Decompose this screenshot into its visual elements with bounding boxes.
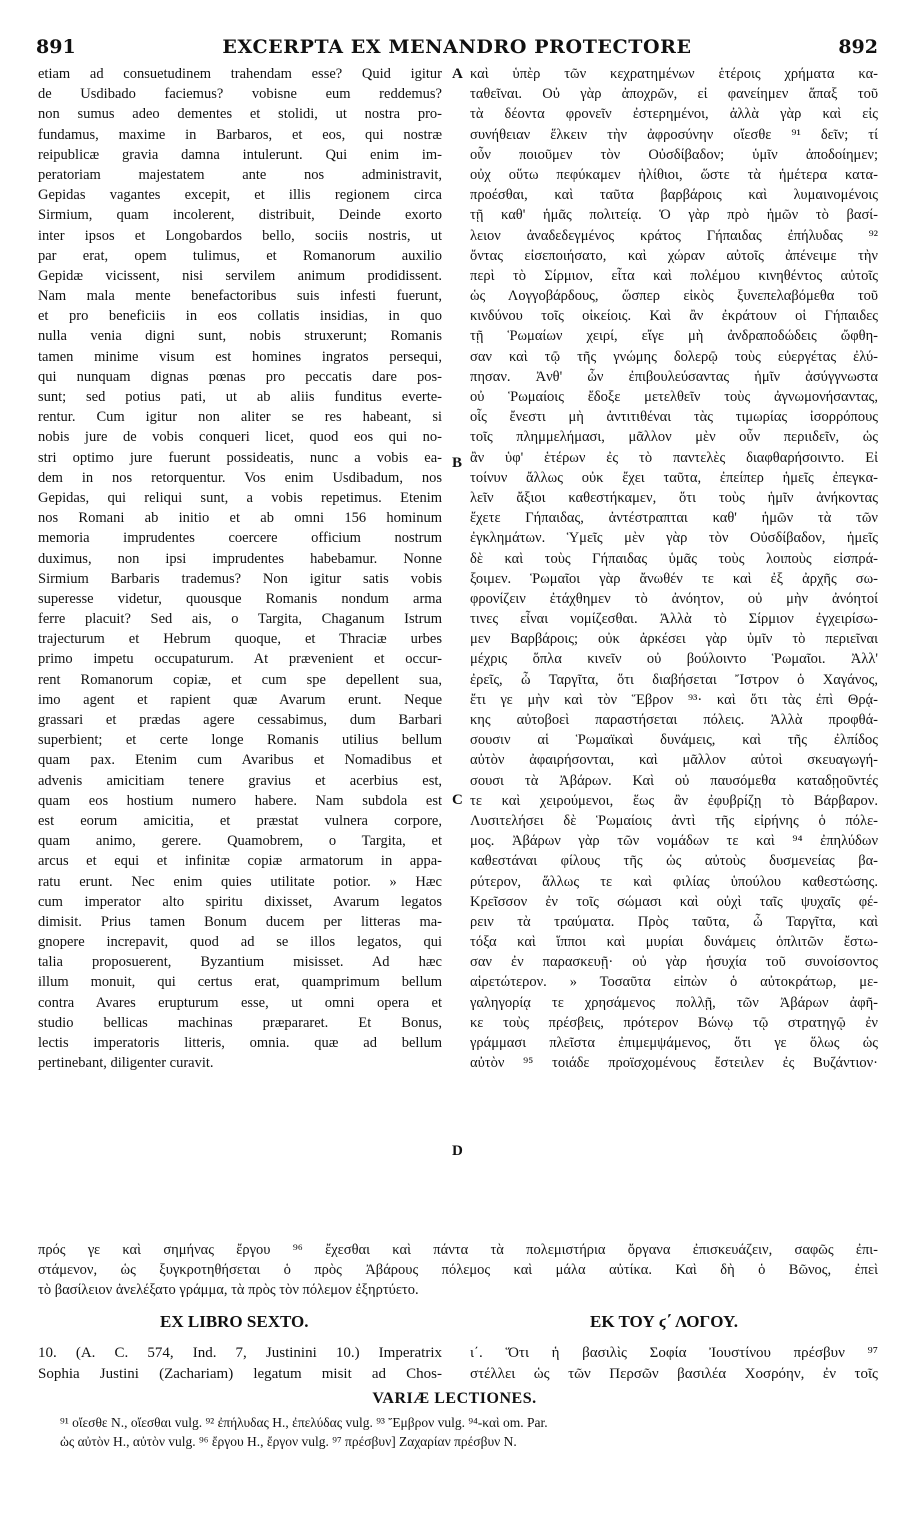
text-line: σαν καὶ τῷ τῆς γνώμης δολερῷ τοὺς εὐεργέτας ἐλύ- — [470, 348, 878, 365]
text-line: peratoriam majestatem ante nos administravit, — [38, 166, 442, 183]
text-line: τοίνυν ἄλλως οὐκ ἔχει ταῦτα, ἐπείπερ ἡμεῖς ἐπεγκα- — [470, 469, 878, 486]
text-line: non sumus adeo dementes et stolidi, ut nostra pro- — [38, 106, 442, 123]
text-line: λειον ἀναδεδεγμένος κράτος Γήπαιδας ἐπήλυδας ⁹² — [470, 227, 878, 244]
greek-column — [470, 64, 878, 1073]
text-line: σουσιν αἱ Ῥωμαϊκαὶ δυνάμεις, καὶ τῆς ἐλπίδος — [470, 732, 878, 749]
text-line: ὄντας εἰσεποιήσατο, καὶ χώραν αὐτοῖς ἀπένειμε τὴν — [470, 247, 878, 264]
variae-lectiones-heading: VARIÆ LECTIONES. — [372, 1390, 537, 1407]
text-line: τὰ δέοντα φρονεῖν ἐστερημένοι, ἀλλὰ γὰρ καὶ εἰς — [470, 106, 878, 123]
text-line: πρός γε καὶ σημήνας ἔργου ⁹⁶ ἔχεσθαι καὶ πάντα τὰ πολεμιστήρια ὄργανα ἐπισκευάζειν, σαφῶς ἐπι- — [38, 1242, 878, 1258]
text-line: οἷς ἔνεστι μὴ ἀντιτιθέναι τὰς τιμωρίας ἰσορρόπους — [470, 409, 878, 426]
text-line: tamen minime visum est homines ingratos persequi, — [38, 348, 442, 365]
text-line: superbient; et certe longe Romanis utilius bellum — [38, 732, 442, 749]
text-line: et pro beneficiis in eos collatis insidias, in quo — [38, 308, 442, 325]
text-line: σαν ἐν παρασκευῇ· οὐ γὰρ ἡσυχία τοῦ συνοίσοντος — [470, 954, 878, 971]
latin-column — [38, 64, 442, 1073]
text-line: nobis jure de vobis conqueri licet, quod eos qui no- — [38, 429, 442, 446]
text-line: Gepidas, qui reliqui sunt, a vobis repetimus. Etenim — [38, 489, 442, 506]
section-latin-text — [38, 1343, 442, 1385]
text-line: ξοιμεν. Ῥωμαῖοι γὰρ ἄνωθέν τε καὶ ἐξ ἀρχῆς σω- — [470, 570, 878, 587]
text-line: memoria imprudentes coercere officium nostrum — [38, 530, 442, 547]
text-line: λεῖν ἄξιοι καθεστήκαμεν, ὅτι τοὺς ἡμῖν ἀνήκοντας — [470, 489, 878, 506]
text-line: grassari et prædas agere cessabimus, dum Barbari — [38, 712, 442, 728]
text-line: Κρεῖσσον ἐν τοῖς σώμασι καὶ οὐχὶ ταῖς ψυχαῖς φέ- — [470, 893, 878, 910]
text-line: ἐρεῖς, ὦ Ταργῖτα, ὅτι διαβήσεται Ἴστρον ὁ Χαγάνος, — [470, 671, 878, 688]
text-line: cum imperator alto spiritu dixisset, Avarum legatos — [38, 893, 442, 910]
text-line: Sirmium, quam incolerent, distribuit, Deinde exorto — [38, 207, 442, 224]
section-marker-a: A — [452, 66, 463, 82]
text-line: lectis imperatoris litteris, omnia. quæ ad bellum — [38, 1035, 442, 1051]
text-line: αἱρετώτερον. » Τοσαῦτα εἰπὼν ὁ αὐτοκράτωρ, με- — [470, 974, 878, 991]
text-line: primo impetu occupaturum. At prævenient et occur- — [38, 651, 442, 668]
text-line: sunt; sed potius pati, ut ab aliis funditus everte- — [38, 389, 442, 405]
text-line: μεν Βαρβάροις; οὐκ ἀρκέσει γὰρ ὑμῖν τὸ περιεῖναι — [470, 631, 878, 648]
variae-lectiones-notes — [60, 1413, 880, 1451]
text-line: τε καὶ χειρούμενοι, ἕως ἂν ἐφυβρίζῃ τὸ Βάρβαρον. — [470, 792, 878, 809]
text-line: φρονίζειν ἐτάχθημεν τὸ ἀνόητον, οὐ μὴν ἀνόητοί — [470, 590, 878, 607]
text-line: Sirmium Barbaris trademus? Non igitur satis vobis — [38, 570, 442, 587]
running-header — [36, 36, 878, 62]
text-line: τῇ Ῥωμαίων χειρί, εἴγε μὴ ἀνδραποδώδεις ὤφθη- — [470, 328, 878, 345]
text-line: ratu erunt. Nec enim quies utilitate potior. » Hæc — [38, 873, 442, 890]
text-line: Λυσιτελήσει δὲ Ῥωμαίοις ἀντὶ τῆς εἰρήνης ὁ πόλε- — [470, 812, 878, 829]
section-heading-greek: ΕΚ ΤΟΥ ϛ΄ ΛΟΓΟΥ. — [590, 1312, 738, 1331]
text-line: ὡς αὐτὸν H., αὐτὸν vulg. ⁹⁶ ἔργου H., ἔργον vulg. ⁹⁷ πρέσβυν] Ζαχαρίαν πρέσβυν N. — [60, 1434, 517, 1449]
text-line: arcus et equi et infinitæ copiæ armatorum in appa- — [38, 853, 442, 870]
text-line: rentur. Cum igitur non aliter se res habeant, si — [38, 409, 442, 426]
text-line: γράμμασι πλεῖστα ἐπιμεμψάμενος, ὅτι γε ὅλως ὡς — [470, 1035, 878, 1051]
text-line: nos Romani ab initio et ab omni 156 hominum — [38, 510, 442, 527]
text-line: dimisit. Prius tamen Bonum ducem per litteras ma- — [38, 913, 442, 930]
text-line: οὖν ποιοῦμεν τὸν Οὐσδίβαδον; ὑμῖν ἀποδοίημεν; — [470, 146, 878, 163]
text-line: Nam mala mente benefactoribus suis infesti fuerunt, — [38, 288, 442, 305]
text-line: quam eos hostium numero habere. Nam subdola est — [38, 792, 442, 809]
text-line: περὶ τὸ Σίρμιον, εἶτα καὶ πολέμου κινηθέντος αὐτοῖς — [470, 267, 878, 284]
text-line: τῇ καθ' ἡμᾶς πολιτείᾳ. Ὁ γὰρ πρὸ ἡμῶν τὸ βασί- — [470, 207, 878, 224]
section-marker-b: B — [452, 455, 463, 471]
text-line: Gepidas vagantes excepit, et illis regionem circa — [38, 187, 442, 204]
page-number-right: 892 — [838, 36, 878, 58]
text-line: δὲ καὶ τοὺς Γήπαιδας ὑμᾶς τοὺς λοιποὺς εἰσπρά- — [470, 550, 878, 567]
text-line: superesse videtur, quousque Romanis nondum arma — [38, 590, 442, 607]
text-line: trajecturum et Hebrum quoque, et Thraciæ urbes — [38, 631, 442, 648]
section-marker-d: D — [452, 1143, 463, 1159]
text-line: duximus, non ipsi imprudentes habebamur. Nonne — [38, 550, 442, 567]
text-line: rent Romanorum copiæ, et cum spe depellent sua, — [38, 671, 442, 688]
text-line: γαληγορίᾳ τε χρησάμενος πολλῇ, τῶν Ἀβάρων ἀφῆ- — [470, 994, 878, 1011]
text-line: ἐγκλημάτων. Ὑμεῖς μὲν γὰρ τὸν Οὐσδίβαδον, ἡμεῖς — [470, 530, 878, 547]
text-line: quam animo, gerere. Quamobrem, o Targita, et — [38, 833, 442, 850]
text-line: μέχρις ὅπλα κινεῖν οὐ βούλοιντο Ῥωμαῖοι. Ἀλλ' — [470, 651, 878, 668]
text-line: καὶ ὑπὲρ τῶν κεχρατημένων ἑτέροις χρήματα κα- — [470, 66, 878, 82]
text-line: talia proposuerent, Byzantium misisset. Ad hæc — [38, 954, 442, 971]
text-line: οὐ Ῥωμαίοις ἔδοξε μετελθεῖν τοὺς ἀγνωμονήσαντας, — [470, 389, 878, 405]
text-line: κινδύνου τοῖς οἰκείοις. Καὶ ἂν ἐκράτουν οἱ Γήπαιδες — [470, 308, 878, 325]
text-line: ι΄. Ὅτι ἡ βασιλὶς Σοφία Ἰουστίνου πρέσβυν ⁹⁷ — [470, 1345, 878, 1361]
text-line: inter ipsos et Longobardos bello, sociis nostris, ut — [38, 227, 442, 244]
text-line: κε τοὺς πρέσβεις, πρότερον Βώνῳ τῷ στρατηγῷ ἐν — [470, 1014, 878, 1031]
section-greek-text — [470, 1343, 878, 1385]
text-line: est eorum amicitia, et præstat vulnera corpore, — [38, 812, 442, 829]
text-line: reipublicæ gravia damna intulerunt. Qui enim im- — [38, 146, 442, 163]
text-line: σουσι τὰ Ἀβάρων. Καὶ οὐ παυσόμεθα καταδῃοῦντές — [470, 772, 878, 789]
text-line: ἂν ὑφ' ἑτέρων ἐς τὸ παντελὲς διαφθαρήσοιντο. Εἰ — [470, 449, 878, 466]
text-line: αὐτὸν ⁹⁵ τοιάδε προϊσχομένους ἔστειλεν ἐς Βυζάντιον· — [470, 1055, 878, 1072]
text-line: imo agent et rapient quæ Avarum erunt. Neque — [38, 691, 442, 708]
text-line: studio bellicas machinas præpararet. Et Bonus, — [38, 1014, 442, 1031]
text-line: ρειν τὰ τραύματα. Πρὸς ταῦτα, ὦ Ταργῖτα, καὶ — [470, 913, 878, 930]
text-line: κης αὐτοβοεὶ παραστήσεται πόλεις. Ἀλλὰ προφθά- — [470, 712, 878, 728]
text-line: ὡς Λογγοβάρδους, ὥσπερ εἰκὸς ξυνεπελαβόμεθα τοῦ — [470, 288, 878, 305]
text-line: συνήθειαν ἕλκειν τὴν ἀφροσύνην οἴεσθε ⁹¹ δεῖν; τί — [470, 126, 878, 143]
text-line: pertinebant, diligenter curavit. — [38, 1055, 214, 1072]
text-line: ρύτερον, ἅλλως τε καὶ φιλίας ὑπούλου καθεστώσης. — [470, 873, 878, 890]
text-line: contra Avares erupturum esse, ut omni opera et — [38, 994, 442, 1011]
text-line: quam pax. Etenim cum Avaribus et Nomadibus et — [38, 752, 442, 769]
section-heading-latin: EX LIBRO SEXTO. — [160, 1312, 309, 1331]
text-line: Sophia Justini (Zachariam) legatum misit ad Chos- — [38, 1366, 442, 1382]
text-line: οὐχ οὕτω πεφύκαμεν ἠλίθιοι, ὥστε τὰ ἡμέτερα κατα- — [470, 166, 878, 183]
text-line: Gepidæ vicissent, nisi servilem animum prodidissent. — [38, 267, 442, 284]
text-line: 10. (A. C. 574, Ind. 7, Justinini 10.) Imperatrix — [38, 1345, 442, 1361]
text-line: qui nunquam dignas pœnas pro peccatis dare pos- — [38, 368, 442, 385]
text-line: μος. Ἀβάρων γὰρ τῶν νομάδων τε καὶ ⁹⁴ ἐπηλύδων — [470, 833, 878, 850]
text-line: προέσθαι, καὶ ταῦτα βαρβάροις καὶ λυμαινομένοις — [470, 187, 878, 204]
text-line: τοῖς πλημμελήμασι, μᾶλλον μὲν οὖν περιιδεῖν, ὡς — [470, 429, 878, 446]
text-line: par erat, opem tulimus, et Romanorum auxilio — [38, 247, 442, 264]
text-line: stri optimo jure fuerunt possideatis, nunc a vobis ea- — [38, 449, 442, 466]
text-line: στέλλει ὡς τῶν Περσῶν βασιλέα Χοσρόην, ἐν τοῖς — [470, 1366, 878, 1382]
text-line: fundamus, maxime in Barbaros, et eos, qui nostræ — [38, 126, 442, 143]
page-number-left: 891 — [36, 36, 76, 58]
text-line: gnopere increpavit, quod ad se illos legatos, qui — [38, 934, 442, 951]
text-line: ταθεῖναι. Οὐ γὰρ ἀποχρῶν, εἰ φανείημεν ἅπαξ τοῦ — [470, 86, 878, 103]
text-line: ⁹¹ οἴεσθε N., οἴεσθαι vulg. ⁹² ἐπήλυδας H., ἐπελύδας vulg. ⁹³ Ἔμβρον vulg. ⁹⁴-καὶ om. Par. — [60, 1415, 548, 1430]
text-line: αὐτὸν ἀφαιρήσονται, καὶ μᾶλλον αὐτοὶ σκευαγωγή- — [470, 752, 878, 769]
running-title: EXCERPTA EX MENANDRO PROTECTORE — [222, 36, 692, 58]
text-line: etiam ad consuetudinem trahendam esse? Quid igitur — [38, 66, 442, 82]
text-line: dem in nos retorquentur. Vos enim Usdibadum, nos — [38, 469, 442, 486]
section-marker-c: C — [452, 792, 463, 808]
text-line: ἔχετε Γήπαιδας, ἀντέστραπται καθ' ἡμῶν τὰ τῶν — [470, 510, 878, 527]
text-line: τινες εἶναι νομίζεσθαι. Ἀλλὰ τὸ Σίρμιον ἐγχειρίσω- — [470, 611, 878, 628]
text-line: de Usdibado faciemus? vobisne eum reddemus? — [38, 86, 442, 103]
text-line: στάμενον, ὡς ξυγκροτηθήσεται ὁ πρὸς Ἀβάρους πόλεμος καὶ μάλα αὐτίκα. Καὶ δὴ ὁ Βῶνος, ἐπεὶ — [38, 1262, 878, 1279]
text-line: ferre placuit? Sed ais, o Targita, Chaganum Istrum — [38, 611, 442, 628]
text-line: καθεστάναι φίλους τῆς ὡς αὐτοὺς δυσμενείας βα- — [470, 853, 878, 870]
text-line: τὸ βασίλειον ἀνελέξατο γράμμα, τὰ πρὸς τὸν πόλεμον ἐξηρτύετο. — [38, 1282, 419, 1299]
text-line: ἔτι γε μὴν καὶ τὸν Ἕβρον ⁹³· καὶ ὅτι τὰς ἐπὶ Θρᾴ- — [470, 691, 878, 708]
text-line: τόξα καὶ ἵπποι καὶ μυρίαι δυνάμεις ὁπλιτῶν ἔστω- — [470, 934, 878, 951]
text-line: illum monuit, qui certus erat, quamprimum bellum — [38, 974, 442, 991]
text-line: nulla venia digni sunt, nobis struxerunt; Romanis — [38, 328, 442, 345]
greek-continuation-fullwidth — [38, 1240, 878, 1301]
text-line: advenis amicitiam tenere gravius et acerbius est, — [38, 772, 442, 789]
text-line: πησαν. Ἀνθ' ὧν ἐπιβουλεύσαντας ἡμῖν ἀσύγγνωστα — [470, 368, 878, 385]
